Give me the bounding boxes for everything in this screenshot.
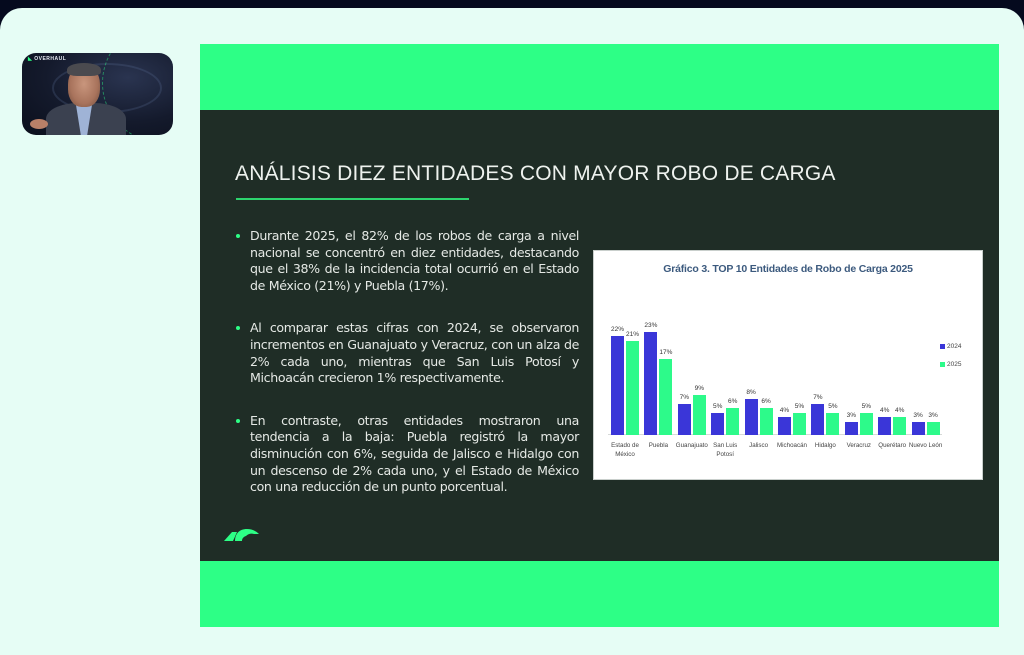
slide-bottom-band <box>200 561 999 627</box>
bar-2024 <box>711 413 724 436</box>
slide-top-band <box>200 44 999 110</box>
bar-value-label: 3% <box>928 411 938 419</box>
bar-group <box>608 291 641 435</box>
bar-group <box>641 291 674 435</box>
x-axis-label: Hidalgo <box>814 442 836 449</box>
chart-plot-area <box>608 291 942 435</box>
bar-chart <box>593 250 983 480</box>
bullet-dot-icon <box>236 234 240 238</box>
chart-legend <box>940 343 961 379</box>
legend-swatch-icon <box>940 362 945 367</box>
x-axis-label: Querétaro <box>878 442 907 449</box>
bullet-dot-icon <box>236 326 240 330</box>
bar-value-label: 9% <box>694 384 704 392</box>
bar-value-label: 6% <box>727 398 738 405</box>
bar-value-label: 21% <box>625 330 639 338</box>
bar-2024 <box>845 422 858 436</box>
bar-2024 <box>644 332 657 436</box>
bar-group <box>875 291 908 435</box>
eagle-logo-icon <box>224 526 260 542</box>
bar-group <box>909 291 942 435</box>
bullet-list <box>234 228 579 522</box>
bar-2024 <box>678 404 691 436</box>
bar-2024 <box>778 417 791 435</box>
presenter-hand <box>30 119 48 129</box>
bar-value-label: 4% <box>879 407 890 414</box>
x-axis-label: Nuevo León <box>908 442 943 449</box>
bar-group <box>775 291 808 435</box>
bar-2025 <box>760 408 773 435</box>
presentation-slide <box>200 44 999 627</box>
bar-value-label: 23% <box>644 321 658 329</box>
bar-value-label: 17% <box>659 348 673 356</box>
bar-value-label: 5% <box>794 402 805 410</box>
bar-group <box>742 291 775 435</box>
brand-mark-icon: ◣ <box>28 56 33 62</box>
legend-item-2025: 2025 <box>940 361 961 368</box>
bar-value-label: 7% <box>813 393 823 401</box>
bar-2024 <box>878 417 891 435</box>
bar-2025 <box>860 413 873 436</box>
bar-2025 <box>659 359 672 436</box>
x-axis-label: San Luis Potosí <box>713 442 738 458</box>
bar-2024 <box>912 422 925 436</box>
bar-value-label: 5% <box>861 402 871 410</box>
legend-swatch-icon <box>940 344 945 349</box>
bar-group <box>808 291 841 435</box>
bullet-item: En contraste, otras entidades mostraron una tendencia a la baja: Puebla registró la mayor disminución con 6%, seguida de Jalisco e Hidalgo con un descenso de 2% cada uno, y el Estado de México con una reducción de un punto porcentual. <box>234 413 579 496</box>
bullet-dot-icon <box>236 419 240 423</box>
bar-value-label: 3% <box>846 411 856 419</box>
bar-value-label: 3% <box>913 411 923 419</box>
bar-group <box>675 291 708 435</box>
chart-title: Gráfico 3. TOP 10 Entidades de Robo de Carga 2025 <box>663 263 913 275</box>
bar-value-label: 5% <box>712 402 723 410</box>
x-axis-label: Veracruz <box>846 442 871 449</box>
x-axis-label: Jalisco <box>749 442 769 449</box>
x-axis-label: Guanajuato <box>675 442 708 449</box>
bar-2025 <box>826 413 839 436</box>
slide-title: ANÁLISIS DIEZ ENTIDADES CON MAYOR ROBO DE CARGA <box>235 162 836 185</box>
x-axis-label: Puebla <box>648 442 669 449</box>
title-underline <box>236 198 469 200</box>
x-axis-label: Michoacán <box>777 442 807 449</box>
bar-value-label: 7% <box>679 393 689 401</box>
bar-2024 <box>611 336 624 435</box>
bar-2025 <box>893 417 906 435</box>
legend-item-2024: 2024 <box>940 343 961 350</box>
bar-value-label: 4% <box>894 407 905 414</box>
bar-value-label: 5% <box>828 402 838 410</box>
video-brand-label: ◣ OVERHAUL <box>28 56 67 62</box>
bar-value-label: 8% <box>746 389 756 396</box>
bullet-item: Durante 2025, el 82% de los robos de carga a nivel nacional se concentró en diez entidades, destacando que el 38% de la incidencia total ocurrió en el Estado de México (21%) y Puebla (17%). <box>234 228 579 294</box>
bar-value-label: 22% <box>610 326 624 333</box>
participant-video-tile[interactable] <box>22 53 173 135</box>
bar-2025 <box>693 395 706 436</box>
x-axis-label: Estado de México <box>611 442 639 458</box>
bar-group <box>842 291 875 435</box>
bar-2025 <box>793 413 806 436</box>
presenter-hair <box>67 63 101 76</box>
bar-group <box>708 291 741 435</box>
bar-2025 <box>626 341 639 436</box>
bar-value-label: 6% <box>761 398 771 405</box>
bullet-item: Al comparar estas cifras con 2024, se observaron incrementos en Guanajuato y Veracruz, con un alza de 2% cada uno, mientras que San Luis Potosí y Michoacán crecieron 1% respectivamente. <box>234 320 579 386</box>
bar-2025 <box>726 408 739 435</box>
bar-value-label: 4% <box>779 407 790 414</box>
bar-2025 <box>927 422 940 436</box>
